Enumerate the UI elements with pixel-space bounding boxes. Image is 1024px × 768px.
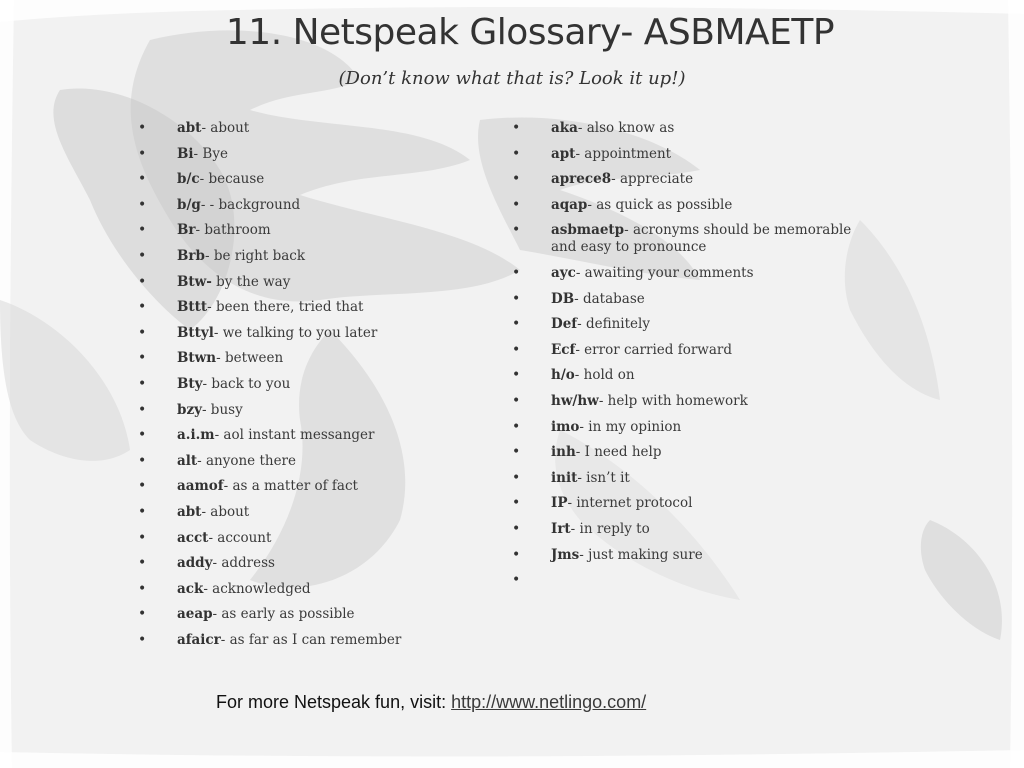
glossary-definition: - been there, tried that xyxy=(207,299,364,316)
bullet-icon: • xyxy=(138,529,147,546)
glossary-definition: - about xyxy=(201,120,250,136)
glossary-term: bzy xyxy=(177,401,202,418)
glossary-item xyxy=(138,299,458,316)
bullet-icon: • xyxy=(138,120,147,136)
glossary-definition: - appointment xyxy=(575,145,672,162)
glossary-item xyxy=(138,453,458,470)
glossary-definition: - in my opinion xyxy=(579,418,682,435)
glossary-item xyxy=(138,402,458,419)
glossary-item xyxy=(512,367,872,384)
bullet-icon: • xyxy=(138,631,147,648)
glossary-item xyxy=(512,171,872,188)
bullet-icon: • xyxy=(512,120,521,136)
glossary-item xyxy=(138,222,458,239)
glossary-item xyxy=(138,171,458,188)
glossary-item xyxy=(512,120,872,137)
glossary-term: Btwn xyxy=(177,350,217,367)
glossary-term: a.i.m xyxy=(177,427,215,444)
glossary-definition: - as early as possible xyxy=(212,606,355,623)
glossary-item xyxy=(512,222,872,256)
glossary-definition: - account xyxy=(208,529,272,546)
glossary-definition: - back to you xyxy=(202,375,291,392)
glossary-item xyxy=(138,478,458,495)
glossary-term: hw/hw xyxy=(551,392,599,409)
glossary-definition: - as quick as possible xyxy=(587,196,733,213)
glossary-term: Irt xyxy=(551,520,571,537)
bullet-icon: • xyxy=(512,546,521,563)
bullet-icon: • xyxy=(512,145,521,162)
glossary-term: Bttyl xyxy=(177,324,214,341)
glossary-definition: - also know as xyxy=(577,120,675,136)
bullet-icon: • xyxy=(138,452,147,469)
bullet-icon: • xyxy=(138,401,147,418)
bullet-icon: • xyxy=(512,495,521,512)
glossary-term: aprece8 xyxy=(551,171,612,188)
glossary-item xyxy=(512,419,872,436)
bullet-icon: • xyxy=(512,290,521,307)
glossary-definition: - acknowledged xyxy=(203,580,311,597)
page-title: 11. Netspeak Glossary- ASBMAETP xyxy=(225,12,835,53)
bullet-icon: • xyxy=(138,324,147,341)
glossary-item xyxy=(138,606,458,623)
glossary-term: h/o xyxy=(551,367,575,384)
bullet-icon: • xyxy=(512,520,521,537)
glossary-term: aqap xyxy=(551,196,588,213)
glossary-definition: - aol instant messanger xyxy=(214,427,375,444)
glossary-item xyxy=(138,581,458,598)
bullet-icon: • xyxy=(512,572,521,589)
glossary-item xyxy=(512,146,872,163)
glossary-definition: - acronyms should be memorable and easy to pronounce xyxy=(551,222,852,256)
bullet-icon: • xyxy=(512,222,521,239)
bullet-icon: • xyxy=(512,196,521,213)
glossary-term: apt xyxy=(551,145,576,162)
glossary-item xyxy=(138,248,458,265)
netlingo-link[interactable]: http://www.netlingo.com/ xyxy=(451,692,647,712)
glossary-item xyxy=(138,427,458,444)
glossary-definition: - be right back xyxy=(204,247,305,264)
bullet-icon: • xyxy=(138,555,147,572)
glossary-term: Def xyxy=(551,316,578,333)
glossary-term: Bty xyxy=(177,375,203,392)
glossary-term: addy xyxy=(177,555,213,572)
glossary-item xyxy=(512,470,872,487)
glossary-definition: - anyone there xyxy=(197,452,297,469)
glossary-definition: - I need help xyxy=(575,444,662,461)
bullet-icon: • xyxy=(512,316,521,333)
glossary-term: alt xyxy=(177,452,198,469)
glossary-definition: - we talking to you later xyxy=(213,324,378,341)
glossary-item xyxy=(512,393,872,410)
glossary-definition: - awaiting your comments xyxy=(575,264,754,281)
glossary-definition: - in reply to xyxy=(570,520,650,537)
glossary-definition: - about xyxy=(201,503,250,520)
glossary-item xyxy=(138,146,458,163)
glossary-definition: - Bye xyxy=(193,145,228,162)
glossary-item xyxy=(512,316,872,333)
glossary-item xyxy=(138,555,458,572)
glossary-term: ayc xyxy=(551,264,576,281)
bullet-icon: • xyxy=(512,341,521,358)
glossary-definition: - isn’t it xyxy=(577,469,630,486)
glossary-definition: - database xyxy=(574,290,645,307)
bullet-icon: • xyxy=(512,444,521,461)
bullet-icon: • xyxy=(138,222,147,239)
glossary-term: aeap xyxy=(177,606,213,623)
glossary-list-right xyxy=(512,120,872,589)
footer-note xyxy=(216,692,646,713)
bullet-icon: • xyxy=(512,171,521,188)
glossary-item xyxy=(138,197,458,214)
glossary-term: abt xyxy=(177,503,202,520)
glossary-definition: - - background xyxy=(200,196,301,213)
glossary-definition: - help with homework xyxy=(598,392,748,409)
glossary-term: afaicr xyxy=(177,631,221,648)
bullet-icon: • xyxy=(138,503,147,520)
glossary-term: inh xyxy=(551,444,576,461)
glossary-item xyxy=(512,291,872,308)
glossary-definition: - as far as I can remember xyxy=(220,631,402,648)
glossary-term: asbmaetp xyxy=(551,222,625,239)
glossary-term: b/g xyxy=(177,196,201,213)
glossary-item xyxy=(138,376,458,393)
glossary-term: Brb xyxy=(177,247,205,264)
glossary-item xyxy=(512,547,872,564)
glossary-term: Ecf xyxy=(551,341,576,358)
bullet-icon: • xyxy=(138,171,147,188)
glossary-item xyxy=(138,504,458,521)
bullet-icon: • xyxy=(138,478,147,495)
glossary-item xyxy=(138,632,458,649)
glossary-definition: - bathroom xyxy=(195,222,271,239)
bullet-icon: • xyxy=(138,145,147,162)
glossary-term: Jms xyxy=(551,546,580,563)
footer-text: For more Netspeak fun, visit: xyxy=(216,692,452,712)
bullet-icon: • xyxy=(512,264,521,281)
glossary-item xyxy=(138,325,458,342)
glossary-definition: - between xyxy=(216,350,284,367)
glossary-item xyxy=(138,120,458,137)
bullet-icon: • xyxy=(512,392,521,409)
glossary-item xyxy=(512,444,872,461)
bullet-icon: • xyxy=(138,299,147,316)
bullet-icon: • xyxy=(138,375,147,392)
glossary-term: imo xyxy=(551,418,580,435)
bullet-icon: • xyxy=(512,367,521,384)
glossary-term: Br xyxy=(177,222,196,239)
glossary-term: ack xyxy=(177,580,204,597)
glossary-term: acct xyxy=(177,529,209,546)
glossary-item xyxy=(512,495,872,512)
glossary-list-left xyxy=(138,120,458,657)
glossary-item xyxy=(138,274,458,291)
glossary-definition: - appreciate xyxy=(611,171,694,188)
glossary-definition: - internet protocol xyxy=(567,495,693,512)
glossary-item xyxy=(512,342,872,359)
bullet-icon: • xyxy=(138,580,147,597)
glossary-definition: - as a matter of fact xyxy=(223,478,358,495)
glossary-term: DB xyxy=(551,290,575,307)
glossary-definition: - just making sure xyxy=(579,546,703,563)
glossary-term: aka xyxy=(551,120,578,136)
glossary-definition: - busy xyxy=(201,401,243,418)
glossary-term: Btw- xyxy=(177,273,212,290)
glossary-definition: - error carried forward xyxy=(575,341,732,358)
glossary-definition: - because xyxy=(199,171,265,188)
bullet-icon: • xyxy=(138,606,147,623)
glossary-term: IP xyxy=(551,495,568,512)
glossary-definition: by the way xyxy=(211,273,291,290)
glossary-term: abt xyxy=(177,120,202,136)
glossary-definition: - address xyxy=(212,555,275,572)
glossary-item xyxy=(512,521,872,538)
glossary-item xyxy=(138,350,458,367)
glossary-item xyxy=(512,197,872,214)
page-subtitle: (Don’t know what that is? Look it up!) xyxy=(338,68,686,89)
bullet-icon: • xyxy=(138,427,147,444)
bullet-icon: • xyxy=(512,469,521,486)
glossary-term: Bi xyxy=(177,145,194,162)
glossary-definition: - definitely xyxy=(577,316,650,333)
bullet-icon: • xyxy=(138,196,147,213)
bullet-icon: • xyxy=(138,350,147,367)
glossary-term: b/c xyxy=(177,171,200,188)
glossary-term: aamof xyxy=(177,478,224,495)
glossary-item xyxy=(512,265,872,282)
glossary-definition: - hold on xyxy=(574,367,635,384)
bullet-icon: • xyxy=(138,247,147,264)
bullet-icon: • xyxy=(138,273,147,290)
glossary-term: init xyxy=(551,469,578,486)
bullet-icon: • xyxy=(512,418,521,435)
glossary-term: Bttt xyxy=(177,299,208,316)
glossary-item xyxy=(138,530,458,547)
